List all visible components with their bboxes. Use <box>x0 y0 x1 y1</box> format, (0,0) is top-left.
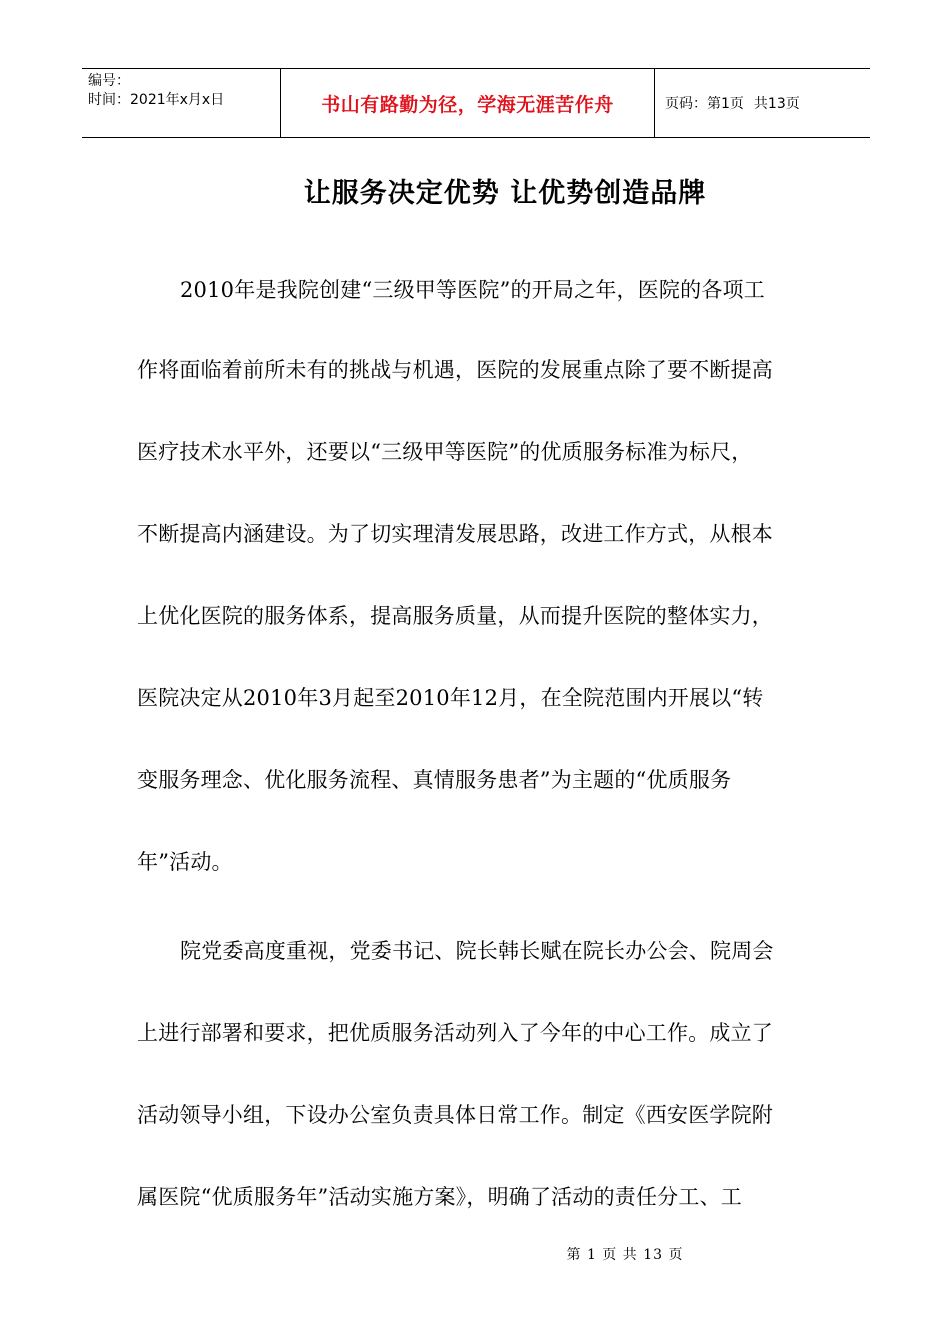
paragraph-line: 院党委高度重视，党委书记、院长韩长赋在院长办公会、院周会 <box>180 939 774 963</box>
paragraph-line: 上进行部署和要求，把优质服务活动列入了今年的中心工作。成立了 <box>137 1021 773 1045</box>
paragraph-line: 年”活动。 <box>137 850 233 874</box>
number-label: 编号： <box>88 73 130 89</box>
header-meta-cell <box>82 69 281 137</box>
paragraph-line: 属医院“优质服务年”活动实施方案》，明确了活动的责任分工、工 <box>137 1185 742 1209</box>
header-motto-cell <box>281 69 655 137</box>
paragraph-line: 变服务理念、优化服务流程、真情服务患者”为主题的“优质服务 <box>137 768 732 792</box>
paragraph-line: 上优化医院的服务体系，提高服务质量，从而提升医院的整体实力， <box>137 604 773 628</box>
paragraph-line: 不断提高内涵建设。为了切实理清发展思路，改进工作方式，从根本 <box>137 522 773 546</box>
page-total: 共13页 <box>753 96 800 112</box>
time-label: 时间：2021年x月x日 <box>88 92 225 108</box>
page-current: 第1页 <box>707 96 744 112</box>
paragraph-line: 作将面临着前所未有的挑战与机遇，医院的发展重点除了要不断提高 <box>137 358 773 382</box>
document-header <box>82 68 870 138</box>
page-label: 页码： <box>665 96 707 112</box>
header-page-cell <box>655 69 870 137</box>
document-title: 让服务决定优势 让优势创造品牌 <box>303 178 707 209</box>
paragraph-line: 医疗技术水平外，还要以“三级甲等医院”的优质服务标准为标尺， <box>137 440 753 464</box>
paragraph-line: 活动领导小组，下设办公室负责具体日常工作。制定《西安医学院附 <box>137 1103 773 1127</box>
page-footer: 第 1 页 共 13 页 <box>566 1247 684 1263</box>
paragraph-line: 医院决定从2010年3月起至2010年12月，在全院范围内开展以“转 <box>137 686 764 710</box>
paragraph-line: 2010年是我院创建“三级甲等医院”的开局之年，医院的各项工 <box>180 278 765 302</box>
motto-text: 书山有路勤为径，学海无涯苦作舟 <box>321 93 614 116</box>
